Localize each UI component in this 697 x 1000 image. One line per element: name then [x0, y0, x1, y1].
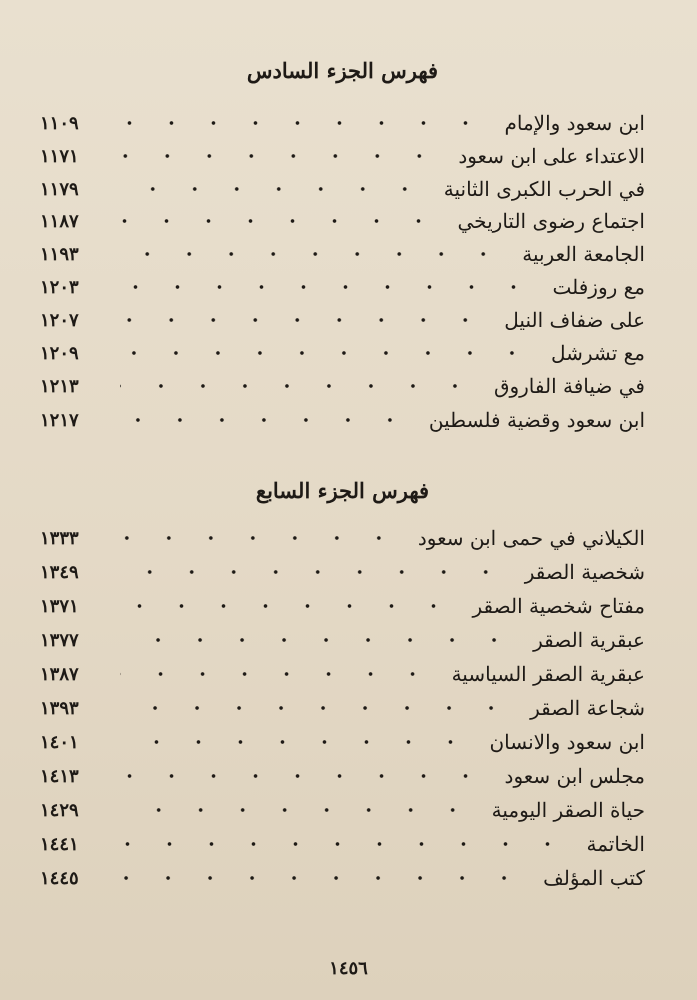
toc-entry-page: ١٤١٣ — [40, 765, 79, 787]
toc-entry — [40, 692, 645, 724]
toc-entry-title: على ضفاف النيل — [504, 308, 645, 332]
leader-dots — [120, 671, 434, 677]
toc-entry-title: ابن سعود والانسان — [489, 730, 645, 754]
leader-dots — [120, 637, 515, 643]
leader-dots — [120, 251, 504, 257]
toc-entry-title: مع تشرشل — [550, 341, 645, 365]
page-number: ١٤٥٦ — [329, 958, 368, 979]
leader-dots — [120, 705, 512, 711]
toc-entry — [40, 107, 645, 139]
toc-entry-title: الخاتمة — [586, 832, 645, 856]
section-heading-part-six: فهرس الجزء السادس — [246, 58, 439, 83]
toc-entry — [40, 205, 645, 237]
toc-entry-title: ابن سعود وقضية فلسطين — [428, 408, 645, 432]
toc-entry — [40, 140, 645, 172]
toc-entry — [40, 590, 645, 622]
toc-entry-title: الاعتداء على ابن سعود — [458, 144, 645, 168]
toc-entry — [40, 238, 645, 270]
toc-entry — [40, 828, 645, 860]
section-heading-part-seven: فهرس الجزء السابع — [255, 478, 430, 503]
toc-entry — [40, 304, 645, 336]
leader-dots — [120, 739, 471, 745]
toc-entry-title: حياة الصقر اليومية — [491, 798, 645, 822]
leader-dots — [120, 417, 411, 423]
toc-entry-page: ١٣٩٣ — [40, 697, 79, 719]
toc-entry-page: ١٢١٧ — [40, 409, 79, 431]
toc-entry-page: ١١٩٣ — [40, 243, 79, 265]
toc-entry — [40, 404, 645, 436]
leader-dots — [120, 153, 440, 159]
leader-dots — [120, 186, 426, 192]
toc-entry-page: ١١٨٧ — [40, 210, 79, 232]
toc-entry-page: ١٣٨٧ — [40, 663, 79, 685]
leader-dots — [120, 773, 487, 779]
toc-entry-page: ١٤٤٥ — [40, 867, 79, 889]
toc-entry-page: ١٣٤٩ — [40, 561, 79, 583]
toc-entry-title: الكيلاني في حمى ابن سعود — [417, 526, 645, 550]
toc-entry-page: ١٣٣٣ — [40, 527, 79, 549]
toc-entry-title: ابن سعود والإمام — [504, 111, 645, 135]
leader-dots — [120, 284, 534, 290]
toc-entry — [40, 556, 645, 588]
toc-entry — [40, 658, 645, 690]
toc-entry-page: ١٢٠٧ — [40, 309, 79, 331]
toc-entry-title: كتب المؤلف — [543, 866, 645, 890]
toc-entry-title: شجاعة الصقر — [530, 696, 645, 720]
leader-dots — [120, 317, 486, 323]
leader-dots — [120, 383, 476, 389]
toc-entry-title: مفتاح شخصية الصقر — [472, 594, 645, 618]
leader-dots — [120, 875, 525, 881]
toc-entry-title: اجتماع رضوى التاريخي — [457, 209, 645, 233]
toc-entry — [40, 794, 645, 826]
toc-entry-page: ١٤٤١ — [40, 833, 79, 855]
toc-entry-page: ١١٧٩ — [40, 178, 79, 200]
toc-entry-title: عبقرية الصقر — [533, 628, 645, 652]
leader-dots — [120, 841, 568, 847]
toc-entry-title: عبقرية الصقر السياسية — [451, 662, 645, 686]
toc-entry-page: ١٢٠٩ — [40, 342, 79, 364]
toc-entry-title: في ضيافة الفاروق — [493, 374, 645, 398]
toc-entry-page: ١٣٧١ — [40, 595, 79, 617]
toc-section-part-seven — [40, 478, 645, 918]
toc-entry-title: في الحرب الكبرى الثانية — [443, 177, 645, 201]
toc-entry — [40, 624, 645, 656]
toc-entry — [40, 370, 645, 402]
toc-entry-title: الجامعة العربية — [522, 242, 645, 266]
leader-dots — [120, 218, 440, 224]
toc-entry — [40, 862, 645, 894]
toc-section-part-six — [40, 58, 645, 458]
leader-dots — [120, 350, 533, 356]
toc-entry-page: ١١٧١ — [40, 145, 79, 167]
toc-entry — [40, 337, 645, 369]
toc-entry-title: مجلس ابن سعود — [504, 764, 645, 788]
toc-entry-page: ١٢٠٣ — [40, 276, 79, 298]
toc-entry — [40, 760, 645, 792]
toc-entry-page: ١٢١٣ — [40, 375, 79, 397]
leader-dots — [120, 603, 455, 609]
leader-dots — [120, 569, 507, 575]
toc-entry-page: ١٣٧٧ — [40, 629, 79, 651]
toc-entry-page: ١٤٢٩ — [40, 799, 79, 821]
toc-entry — [40, 522, 645, 554]
toc-entry-page: ١٤٠١ — [40, 731, 79, 753]
toc-entry — [40, 173, 645, 205]
leader-dots — [120, 807, 474, 813]
toc-entry — [40, 726, 645, 758]
toc-entry — [40, 271, 645, 303]
toc-entry-title: مع روزفلت — [552, 275, 645, 299]
toc-entry-page: ١١٠٩ — [40, 112, 79, 134]
leader-dots — [120, 535, 400, 541]
leader-dots — [120, 120, 486, 126]
toc-entry-title: شخصية الصقر — [524, 560, 645, 584]
